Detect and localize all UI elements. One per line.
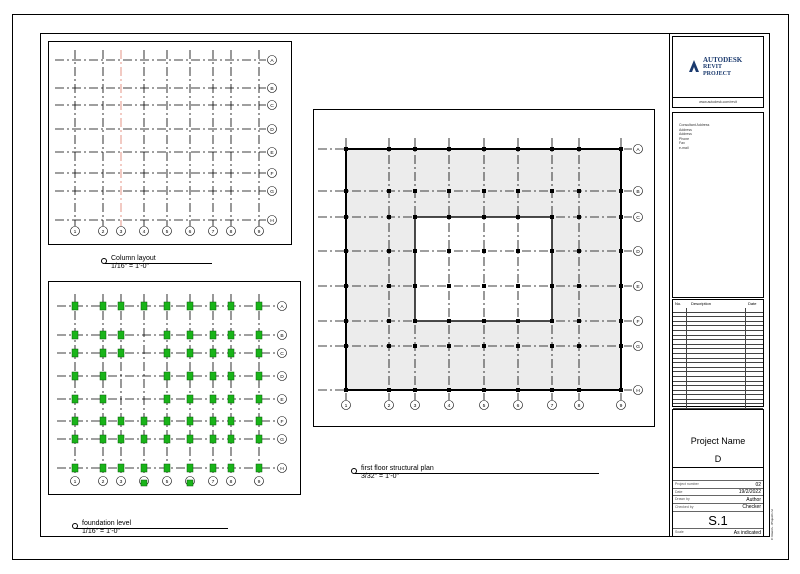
grid-bubble-H [268, 216, 277, 225]
svg-text:7: 7 [211, 230, 215, 236]
column [413, 284, 417, 288]
svg-text:5: 5 [165, 230, 169, 236]
field-value: 02 [755, 481, 761, 488]
footing [210, 464, 216, 472]
column [516, 249, 520, 253]
column [387, 344, 391, 348]
footing [100, 464, 106, 472]
footing [72, 435, 78, 443]
grid-bubble-7 [209, 227, 218, 236]
grid-bubble-6 [186, 227, 195, 236]
svg-text:F: F [280, 420, 284, 426]
column [619, 215, 623, 219]
consultant-line: Address [679, 127, 692, 132]
column [577, 189, 581, 193]
footing [256, 302, 262, 310]
footing [187, 331, 193, 339]
revision-table [672, 299, 764, 407]
column [447, 344, 451, 348]
consultant-line: Consultant Address [679, 123, 710, 127]
grid-bubble-2 [99, 477, 108, 486]
grid-bubble-9 [255, 227, 264, 236]
footing [256, 349, 262, 357]
foundation-view-title[interactable] [76, 520, 131, 536]
consultant-line: e-mail [679, 145, 689, 150]
footing [228, 372, 234, 380]
column [344, 147, 348, 151]
grid-bubble-3 [411, 401, 420, 410]
footing [210, 395, 216, 403]
footing [72, 302, 78, 310]
revision-description-header: Description [691, 301, 712, 306]
svg-text:6: 6 [188, 230, 192, 236]
footing [164, 417, 170, 425]
column [482, 189, 486, 193]
grid-bubble-4 [140, 227, 149, 236]
footing [228, 331, 234, 339]
footing [118, 417, 124, 425]
grid-bubble-1 [71, 227, 80, 236]
column [387, 189, 391, 193]
column [516, 147, 520, 151]
consultant-line: Phone [679, 136, 690, 141]
footing [100, 395, 106, 403]
consultant-line: Fax [679, 141, 685, 145]
footing [228, 395, 234, 403]
column [413, 388, 417, 392]
field-row [673, 480, 763, 487]
footing [100, 435, 106, 443]
footing [164, 331, 170, 339]
svg-text:9: 9 [257, 230, 261, 236]
footing [210, 417, 216, 425]
svg-text:H: H [280, 467, 284, 473]
footing [100, 331, 106, 339]
footing [187, 372, 193, 380]
grid-bubble-A [268, 56, 277, 65]
footing [228, 435, 234, 443]
svg-text:9: 9 [619, 404, 623, 410]
footing [118, 464, 124, 472]
footing [118, 331, 124, 339]
svg-text:3: 3 [119, 480, 123, 486]
grid-bubble-C [634, 213, 643, 222]
svg-text:8: 8 [577, 404, 581, 410]
svg-text:A: A [280, 305, 284, 311]
first-floor-viewport[interactable] [313, 109, 655, 427]
svg-text:1: 1 [344, 404, 348, 410]
footing [210, 331, 216, 339]
field-value: Author [746, 496, 761, 503]
column [482, 388, 486, 392]
footing [72, 372, 78, 380]
svg-text:1: 1 [73, 230, 77, 236]
svg-text:E: E [280, 398, 284, 404]
footing [210, 435, 216, 443]
column [550, 284, 554, 288]
footing [100, 372, 106, 380]
svg-text:D: D [270, 128, 274, 134]
svg-text:A: A [636, 148, 640, 154]
svg-text:8: 8 [229, 480, 233, 486]
grid-bubble-C [278, 349, 287, 358]
grid-bubble-D [268, 125, 277, 134]
footing [164, 372, 170, 380]
svg-text:G: G [636, 345, 640, 351]
column [550, 215, 554, 219]
column [447, 147, 451, 151]
grid-bubble-B [278, 331, 287, 340]
grid-bubble-5 [163, 227, 172, 236]
svg-text:F: F [270, 172, 274, 178]
footing [256, 435, 262, 443]
column [387, 284, 391, 288]
footing [164, 349, 170, 357]
column [619, 344, 623, 348]
field-value: Checker [742, 504, 761, 510]
grid-bubble-B [268, 84, 277, 93]
column [387, 215, 391, 219]
footing [187, 435, 193, 443]
footing [100, 302, 106, 310]
svg-text:B: B [280, 334, 284, 340]
grid-bubble-G [634, 342, 643, 351]
svg-text:9: 9 [257, 480, 261, 486]
column [550, 319, 554, 323]
column [344, 215, 348, 219]
view-name: Column layout [111, 255, 156, 262]
column [344, 249, 348, 253]
column [387, 147, 391, 151]
view-title-underline [105, 263, 212, 264]
footing [164, 464, 170, 472]
column [344, 344, 348, 348]
autodesk-logo-icon [687, 59, 701, 73]
revision-date-header: Date [748, 301, 757, 306]
column [619, 319, 623, 323]
footing [141, 302, 147, 310]
column [447, 284, 451, 288]
autodesk-logo-text: AUTODESK REVIT PROJECT [703, 56, 743, 77]
footing [187, 302, 193, 310]
column [550, 147, 554, 151]
svg-text:B: B [270, 87, 274, 93]
view-name: foundation level [82, 520, 132, 527]
footing [187, 480, 193, 486]
foundation-viewport[interactable] [48, 281, 301, 495]
grid-bubble-2 [99, 227, 108, 236]
footing [141, 464, 147, 472]
view-scale: 1/16" = 1'-0" [111, 263, 150, 270]
first-floor-drawing [314, 110, 655, 427]
column-layout-viewport[interactable] [48, 41, 292, 245]
grid-bubble-7 [548, 401, 557, 410]
view-scale: 1/16" = 1'-0" [82, 528, 121, 535]
sheet-info-panel [672, 409, 764, 537]
footing [72, 331, 78, 339]
column [516, 319, 520, 323]
grid-bubble-E [268, 148, 277, 157]
grid-bubble-F [268, 169, 277, 178]
svg-text:2: 2 [387, 404, 391, 410]
footing [210, 349, 216, 357]
grid-bubble-H [278, 464, 287, 473]
footing [187, 349, 193, 357]
scale-row: Scale As indicated [675, 529, 761, 536]
footing [164, 395, 170, 403]
grid-bubble-A [634, 145, 643, 154]
column [482, 344, 486, 348]
column [577, 284, 581, 288]
footing [164, 302, 170, 310]
column [482, 215, 486, 219]
footing [72, 417, 78, 425]
column [577, 215, 581, 219]
column [344, 284, 348, 288]
footing [118, 435, 124, 443]
field-key: Project number [675, 482, 699, 486]
footing [141, 480, 147, 486]
footing [228, 302, 234, 310]
column [577, 344, 581, 348]
svg-text:3: 3 [119, 230, 123, 236]
column [447, 249, 451, 253]
column [482, 284, 486, 288]
column [550, 344, 554, 348]
column [577, 147, 581, 151]
revision-no-header: No. [675, 301, 682, 306]
footing [100, 417, 106, 425]
column [577, 249, 581, 253]
website-text: www.autodesk.com/revit [699, 100, 737, 104]
grid-bubble-G [278, 435, 287, 444]
svg-text:4: 4 [447, 404, 451, 410]
grid-bubble-1 [71, 477, 80, 486]
svg-text:A: A [270, 59, 274, 65]
footing [187, 464, 193, 472]
foundation-drawing [49, 282, 301, 495]
grid-bubble-4 [445, 401, 454, 410]
column [482, 249, 486, 253]
column-layout-drawing [49, 42, 292, 245]
svg-text:8: 8 [229, 230, 233, 236]
svg-text:H: H [270, 219, 274, 225]
column [619, 284, 623, 288]
svg-text:E: E [636, 285, 640, 291]
grid-bubble-E [278, 395, 287, 404]
svg-text:1: 1 [73, 480, 77, 486]
svg-text:E: E [270, 151, 274, 157]
svg-text:G: G [270, 190, 274, 196]
first-floor-view-title[interactable] [355, 465, 434, 481]
column [516, 215, 520, 219]
footing [210, 372, 216, 380]
view-title-underline [76, 528, 228, 529]
grid-bubble-8 [227, 477, 236, 486]
column [447, 319, 451, 323]
floor-opening [415, 217, 552, 321]
column [344, 388, 348, 392]
svg-text:H: H [636, 389, 640, 395]
footing [256, 331, 262, 339]
grid-bubble-D [634, 247, 643, 256]
column [447, 388, 451, 392]
footing [187, 395, 193, 403]
view-name: first floor structural plan [361, 465, 434, 472]
footing [256, 417, 262, 425]
column [619, 147, 623, 151]
svg-text:G: G [280, 438, 284, 444]
consultant-line: Address [679, 132, 692, 136]
column [413, 319, 417, 323]
footing [118, 349, 124, 357]
grid-bubble-A [278, 302, 287, 311]
view-scale: 3/32" = 1'-0" [361, 473, 400, 480]
column-layout-view-title[interactable] [105, 255, 156, 271]
column [619, 249, 623, 253]
grid-bubble-C [268, 101, 277, 110]
svg-text:6: 6 [516, 404, 520, 410]
svg-text:F: F [636, 320, 640, 326]
svg-text:B: B [636, 190, 640, 196]
consultants-panel [672, 112, 764, 298]
footing [141, 435, 147, 443]
grid-bubble-5 [163, 477, 172, 486]
column [516, 284, 520, 288]
file-path-text: C:\Users\...\Project1.rvt [770, 508, 774, 540]
column [577, 319, 581, 323]
column [387, 388, 391, 392]
column [482, 319, 486, 323]
footing [256, 372, 262, 380]
field-row [673, 503, 763, 510]
column [550, 249, 554, 253]
column [516, 189, 520, 193]
logo-panel [672, 36, 764, 108]
column [577, 388, 581, 392]
column [447, 215, 451, 219]
svg-text:7: 7 [550, 404, 554, 410]
footing [256, 395, 262, 403]
svg-text:5: 5 [482, 404, 486, 410]
sheet-number: S.1 [673, 511, 763, 529]
column [387, 249, 391, 253]
footing [210, 302, 216, 310]
grid-bubble-D [278, 372, 287, 381]
grid-bubble-3 [117, 227, 126, 236]
grid-bubble-F [634, 317, 643, 326]
column [619, 189, 623, 193]
column [550, 388, 554, 392]
column [413, 215, 417, 219]
footing [164, 435, 170, 443]
field-key: Checked by [675, 504, 694, 509]
consultants-list [679, 123, 709, 150]
svg-text:D: D [280, 375, 284, 381]
field-row [673, 488, 763, 495]
grid-bubble-F [278, 417, 287, 426]
svg-text:4: 4 [142, 230, 146, 236]
field-value: 19/2/2022 [738, 489, 761, 495]
grid-bubble-E [634, 282, 643, 291]
grid-bubble-7 [209, 477, 218, 486]
footing [228, 417, 234, 425]
grid-bubble-8 [575, 401, 584, 410]
footing [118, 302, 124, 310]
field-row [673, 495, 763, 502]
column [482, 147, 486, 151]
grid-bubble-9 [617, 401, 626, 410]
footing [228, 464, 234, 472]
svg-text:2: 2 [101, 230, 105, 236]
field-key: Drawn by [675, 497, 690, 501]
svg-text:D: D [636, 250, 640, 256]
svg-text:C: C [636, 216, 640, 222]
grid-bubble-9 [255, 477, 264, 486]
grid-bubble-3 [117, 477, 126, 486]
column [516, 344, 520, 348]
column [387, 319, 391, 323]
footing [72, 464, 78, 472]
grid-bubble-1 [342, 401, 351, 410]
svg-text:7: 7 [211, 480, 215, 486]
svg-text:C: C [270, 104, 274, 110]
footing [187, 417, 193, 425]
footing [141, 417, 147, 425]
column [344, 319, 348, 323]
column [550, 189, 554, 193]
svg-text:3: 3 [413, 404, 417, 410]
grid-bubble-8 [227, 227, 236, 236]
footing [72, 395, 78, 403]
column [447, 189, 451, 193]
svg-text:2: 2 [101, 480, 105, 486]
svg-text:C: C [280, 352, 284, 358]
column [344, 189, 348, 193]
revision-rows [673, 308, 763, 409]
grid-bubble-H [634, 386, 643, 395]
grid-bubble-2 [385, 401, 394, 410]
grid-bubble-5 [480, 401, 489, 410]
column [619, 388, 623, 392]
svg-text:5: 5 [165, 480, 169, 486]
footing [256, 464, 262, 472]
column [413, 344, 417, 348]
footing [100, 349, 106, 357]
column [516, 388, 520, 392]
project-name: Project Name [690, 436, 746, 446]
field-key: Date [675, 489, 683, 494]
sheet-subtitle: D [714, 454, 722, 464]
footing [72, 349, 78, 357]
column [413, 147, 417, 151]
footing [228, 349, 234, 357]
view-title-underline [355, 473, 599, 474]
grid-bubble-G [268, 187, 277, 196]
grid-bubble-6 [514, 401, 523, 410]
grid-bubble-B [634, 187, 643, 196]
column [413, 249, 417, 253]
column [413, 189, 417, 193]
